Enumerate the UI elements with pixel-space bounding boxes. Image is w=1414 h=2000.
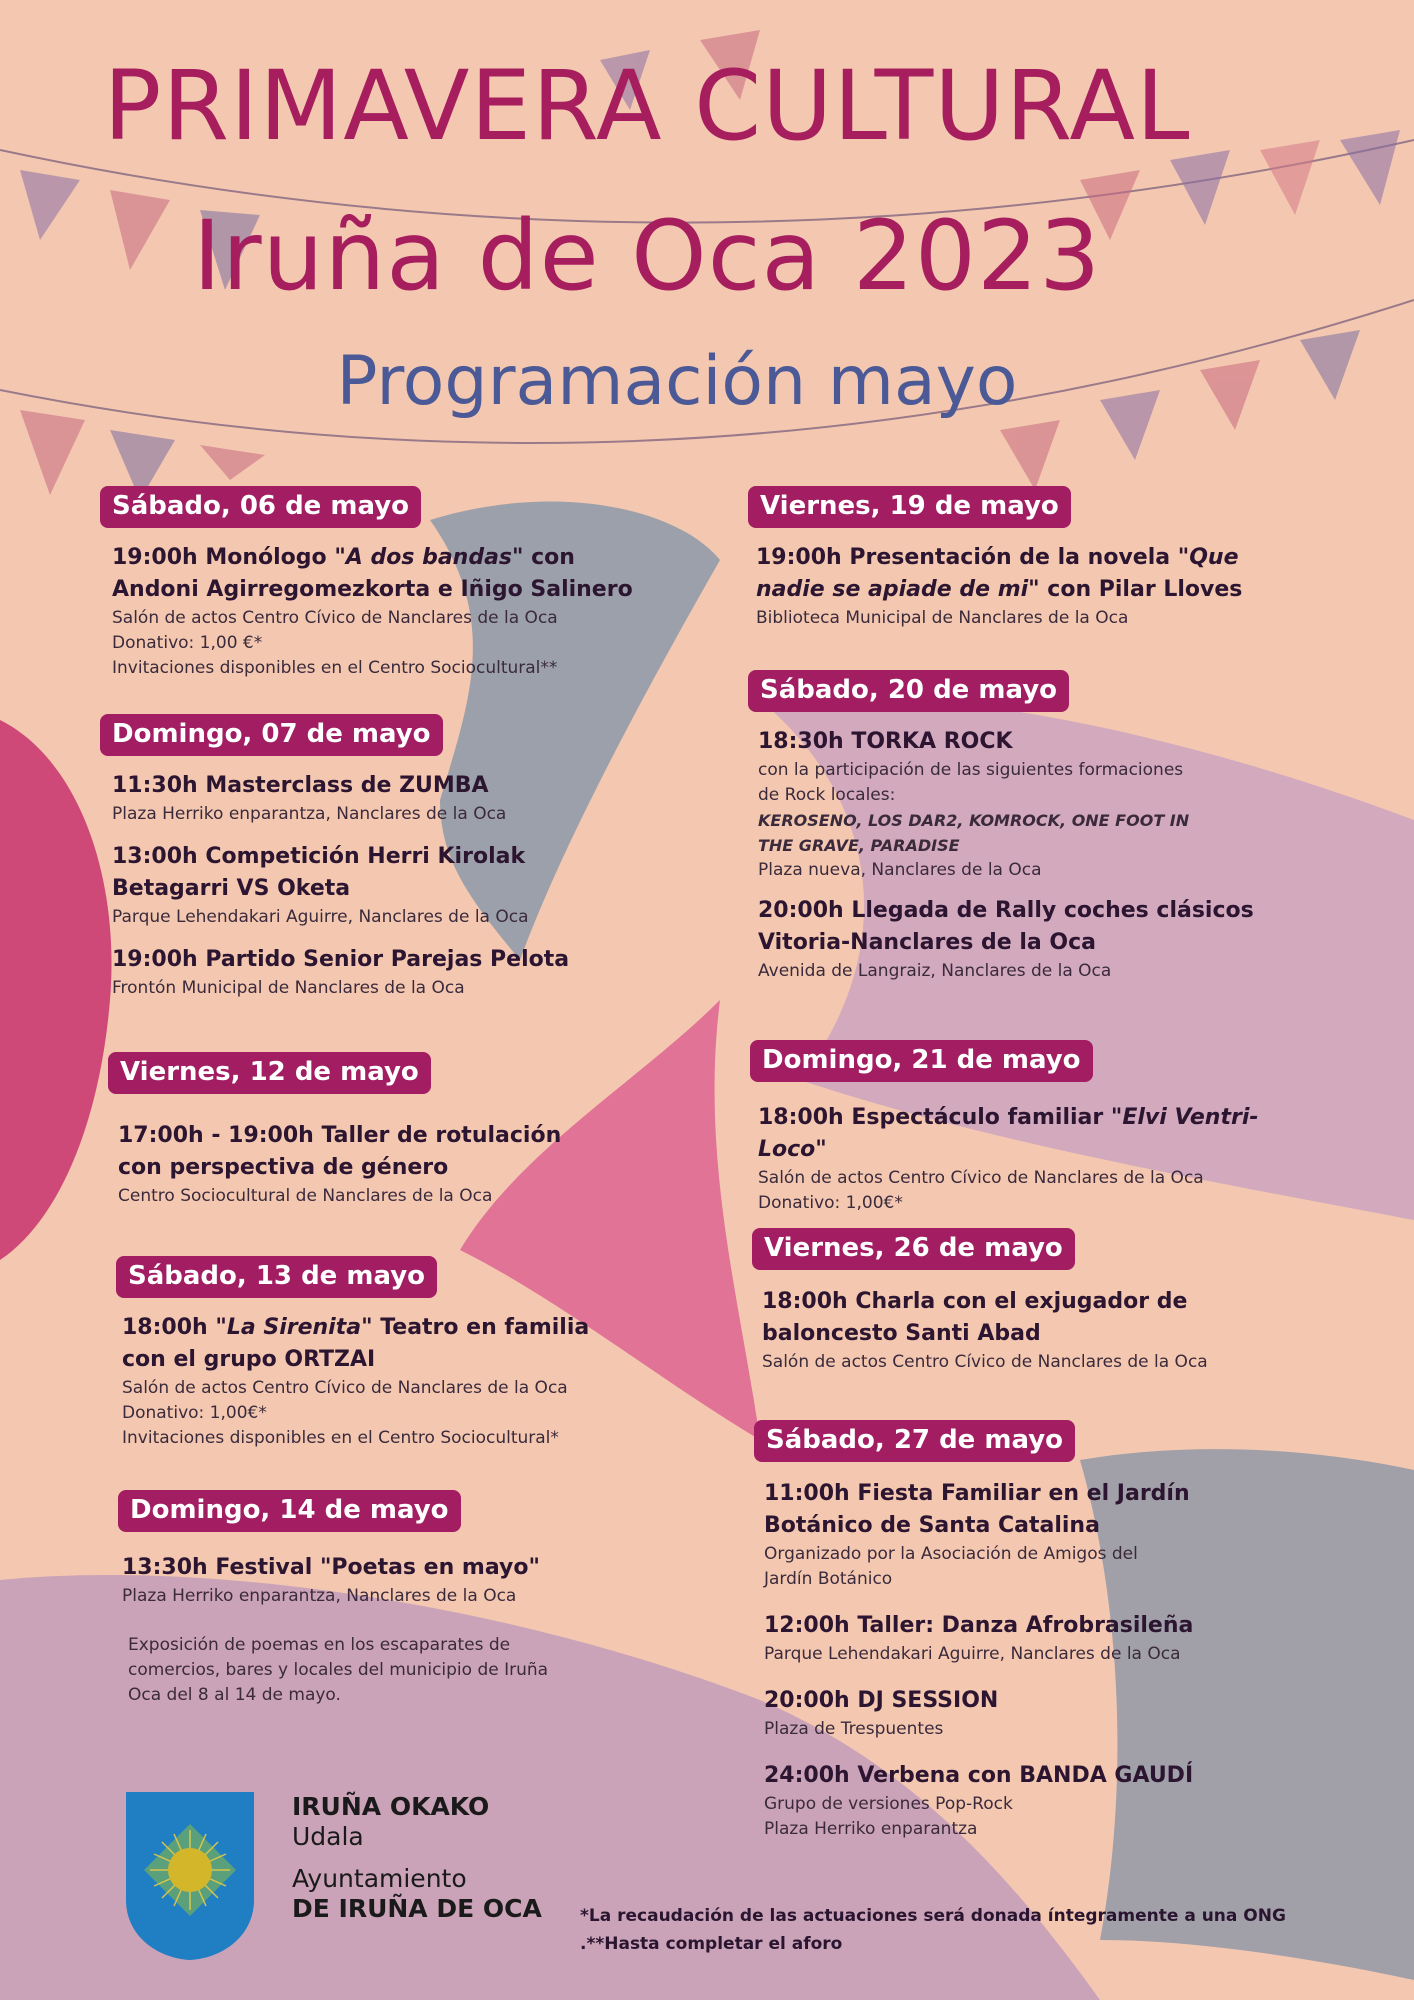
event-detail: Salón de actos Centro Cívico de Nanclares de la Oca <box>122 1378 568 1398</box>
event-item <box>748 542 1256 631</box>
event-detail: Plaza nueva, Nanclares de la Oca <box>758 860 1042 880</box>
day-block-14-mayo <box>118 1490 658 1708</box>
date-badge: Viernes, 12 de mayo <box>108 1052 431 1094</box>
event-item <box>750 1102 1290 1216</box>
event-title: 19:00h Partido Senior Parejas Pelota <box>112 947 570 972</box>
event-title: 13:30h Festival "Poetas en mayo" <box>122 1555 540 1580</box>
municipality-name <box>292 1792 542 1924</box>
event-title: 19:00h Presentación de la novela "Que nadie se apiade de mi" con Pilar Lloves <box>756 545 1243 602</box>
day-block-26-mayo <box>752 1228 1292 1397</box>
event-detail: Invitaciones disponibles en el Centro Sociocultural* <box>122 1428 559 1448</box>
day-block-21-mayo <box>750 1040 1290 1238</box>
date-badge: Domingo, 14 de mayo <box>118 1490 461 1532</box>
date-badge: Sábado, 13 de mayo <box>116 1256 437 1298</box>
event-item <box>108 1120 578 1209</box>
day-block-19-mayo <box>748 486 1268 653</box>
date-badge: Sábado, 20 de mayo <box>748 670 1069 712</box>
event-item <box>748 895 1258 984</box>
event-item <box>754 1478 1284 1592</box>
event-title: 18:00h Charla con el exjugador de baloncesto Santi Abad <box>762 1289 1188 1346</box>
event-item <box>754 1685 1294 1742</box>
footnote-line: .**Hasta completar el aforo <box>580 1934 843 1954</box>
event-detail: Parque Lehendakari Aguirre, Nanclares de la Oca <box>112 907 529 927</box>
event-title: 20:00h DJ SESSION <box>764 1688 999 1713</box>
event-detail: Donativo: 1,00€* <box>758 1193 903 1213</box>
date-badge: Domingo, 21 de mayo <box>750 1040 1093 1082</box>
event-item <box>752 1286 1282 1375</box>
event-detail: Salón de actos Centro Cívico de Nanclares de la Oca <box>112 608 558 628</box>
date-badge: Domingo, 07 de mayo <box>100 714 443 756</box>
event-detail: Plaza Herriko enparantza, Nanclares de la Oca <box>112 804 507 824</box>
note-line: Exposición de poemas en los escaparates de <box>128 1635 511 1655</box>
event-title: 11:00h Fiesta Familiar en el Jardín Botánico de Santa Catalina <box>764 1481 1190 1538</box>
event-item <box>100 770 640 827</box>
event-detail: Jardín Botánico <box>764 1569 893 1589</box>
event-title: 20:00h Llegada de Rally coches clásicos Vitoria-Nanclares de la Oca <box>758 898 1254 955</box>
footnotes <box>580 1902 1286 1958</box>
event-item <box>100 944 640 1001</box>
date-badge: Sábado, 06 de mayo <box>100 486 421 528</box>
event-detail: Frontón Municipal de Nanclares de la Oca <box>112 978 465 998</box>
event-detail: Plaza de Trespuentes <box>764 1719 944 1739</box>
event-detail: Salón de actos Centro Cívico de Nanclares de la Oca <box>762 1352 1208 1372</box>
event-detail: Salón de actos Centro Cívico de Nanclares de la Oca <box>758 1168 1204 1188</box>
event-detail: Grupo de versiones Pop-Rock <box>764 1794 1013 1814</box>
date-badge: Viernes, 19 de mayo <box>748 486 1071 528</box>
logo-line: IRUÑA OKAKO <box>292 1792 490 1821</box>
event-title: 11:30h Masterclass de ZUMBA <box>112 773 489 798</box>
subtitle: Programación mayo <box>336 342 1018 421</box>
event-detail: Organizado por la Asociación de Amigos del <box>764 1544 1138 1564</box>
event-title: 12:00h Taller: Danza Afrobrasileña <box>764 1613 1194 1638</box>
footnote-line: *La recaudación de las actuaciones será donada íntegramente a una ONG <box>580 1906 1286 1926</box>
event-detail: Donativo: 1,00 €* <box>112 633 263 653</box>
event-detail: Invitaciones disponibles en el Centro Sociocultural** <box>112 658 558 678</box>
day-block-12-mayo <box>108 1052 588 1231</box>
event-title: 18:00h Espectáculo familiar "Elvi Ventri-Loco" <box>758 1105 1259 1162</box>
date-badge: Sábado, 27 de mayo <box>754 1420 1075 1462</box>
event-detail: Plaza Herriko enparantza <box>764 1819 978 1839</box>
day-block-20-mayo <box>748 670 1288 1006</box>
logo-line: Ayuntamiento <box>292 1864 467 1893</box>
day-block-27-mayo <box>754 1420 1294 1864</box>
event-title: 18:00h "La Sirenita" Teatro en familia con el grupo ORTZAI <box>122 1315 590 1372</box>
event-title: 13:00h Competición Herri Kirolak Betagarri VS Oketa <box>112 844 526 901</box>
date-badge: Viernes, 26 de mayo <box>752 1228 1075 1270</box>
event-title: 18:30h TORKA ROCK <box>758 729 1013 754</box>
band-list: THE GRAVE, PARADISE <box>758 836 960 855</box>
event-item <box>116 1312 602 1451</box>
day-block-06-mayo <box>100 486 640 703</box>
logo-line: DE IRUÑA DE OCA <box>292 1894 542 1923</box>
event-detail: Plaza Herriko enparantza, Nanclares de la Oca <box>122 1586 517 1606</box>
day-block-07-mayo <box>100 714 640 1023</box>
event-title: 24:00h Verbena con BANDA GAUDÍ <box>764 1763 1194 1788</box>
exhibition-note <box>118 1633 658 1708</box>
event-detail: Avenida de Langraiz, Nanclares de la Oca <box>758 961 1112 981</box>
event-item <box>748 726 1288 883</box>
event-item <box>100 542 640 681</box>
title-line-2: Iruña de Oca 2023 <box>192 200 1102 312</box>
band-list: KEROSENO, LOS DAR2, KOMROCK, ONE FOOT IN <box>758 811 1190 830</box>
event-title: 19:00h Monólogo "A dos bandas" con Andoni Agirregomezkorta e Iñigo Salinero <box>112 545 633 602</box>
event-detail: Biblioteca Municipal de Nanclares de la Oca <box>756 608 1129 628</box>
logo-line: Udala <box>292 1822 364 1851</box>
event-detail: Parque Lehendakari Aguirre, Nanclares de la Oca <box>764 1644 1181 1664</box>
event-item <box>754 1760 1294 1842</box>
event-detail: Centro Sociocultural de Nanclares de la Oca <box>118 1186 493 1206</box>
event-item <box>754 1610 1294 1667</box>
event-detail: Donativo: 1,00€* <box>122 1403 267 1423</box>
municipal-crest-logo <box>124 1790 256 1962</box>
event-detail: de Rock locales: <box>758 785 896 805</box>
day-block-13-mayo <box>116 1256 656 1473</box>
event-item <box>118 1552 658 1609</box>
note-line: Oca del 8 al 14 de mayo. <box>128 1685 341 1705</box>
event-title: 17:00h - 19:00h Taller de rotulación con perspectiva de género <box>118 1123 562 1180</box>
event-detail: con la participación de las siguientes formaciones <box>758 760 1184 780</box>
title-line-1: PRIMAVERA CULTURAL <box>103 50 1191 162</box>
event-item <box>100 841 542 930</box>
note-line: comercios, bares y locales del municipio de Iruña <box>128 1660 549 1680</box>
